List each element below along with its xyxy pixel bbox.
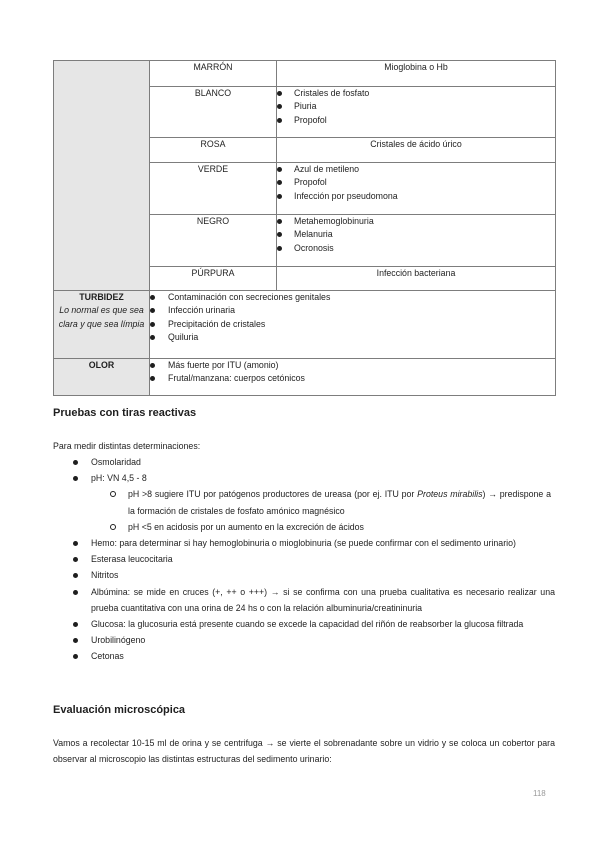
bullet-icon	[277, 219, 282, 224]
list-item: Urobilinógeno	[53, 632, 555, 648]
list-item: Quiluria	[150, 331, 555, 344]
bullet-icon	[277, 167, 282, 172]
circle-bullet-icon	[110, 524, 116, 530]
bullet-list	[150, 291, 555, 345]
bullet-list	[277, 87, 555, 127]
bullet-icon	[73, 638, 78, 643]
list-item: Infección urinaria	[150, 304, 555, 317]
paragraph: Para medir distintas determinaciones:	[53, 441, 201, 451]
bullet-icon	[277, 194, 282, 199]
color-description	[277, 163, 556, 215]
list-item: Propofol	[277, 114, 555, 127]
list-item: Contaminación con secreciones genitales	[150, 291, 555, 304]
list-item: Cetonas	[53, 648, 555, 664]
list-item: Más fuerte por ITU (amonio)	[150, 359, 555, 372]
list-item: Hemo: para determinar si hay hemoglobinuria o mioglobinuria (se puede confirmar con el sedimento urinario)	[53, 535, 555, 551]
row-title: TURBIDEZ	[79, 292, 124, 302]
list-item: Metahemoglobinuria	[277, 215, 555, 228]
page-number: 118	[533, 789, 546, 798]
bullet-icon	[150, 376, 155, 381]
bullet-icon	[150, 295, 155, 300]
list-item: Nitritos	[53, 567, 555, 583]
bullet-icon	[150, 363, 155, 368]
list-item: Albúmina: se mide en cruces (+, ++ o +++) → si se confirma con una prueba cualitativa es necesario realizar una prueba cuantitativa con una orina de 24 hs o con la relación albuminuria/creatininuria	[53, 584, 555, 616]
list-item: Glucosa: la glucosuria está presente cuando se excede la capacidad del riñón de reabsorber la glucosa filtrada	[53, 616, 555, 632]
color-label: NEGRO	[150, 215, 277, 267]
bullet-icon	[277, 91, 282, 96]
list-item: Osmolaridad	[53, 454, 555, 470]
list-item: Propofol	[277, 176, 555, 189]
row-title: OLOR	[88, 360, 115, 370]
turbidez-content	[150, 291, 556, 359]
sub-list-item: pH >8 sugiere ITU por patógenos productores de ureasa (por ej. ITU por Proteus mirabilis) → predispone a la formación de cristales de fosfato amónico magnésico	[91, 486, 555, 518]
bullet-list	[277, 215, 555, 255]
list-item: Frutal/manzana: cuerpos cetónicos	[150, 372, 555, 385]
color-label: ROSA	[150, 138, 277, 163]
bullet-icon	[73, 590, 78, 595]
turbidez-header	[54, 291, 150, 359]
color-description	[277, 215, 556, 267]
sub-list-item: pH <5 en acidosis por un aumento en la excreción de ácidos	[91, 519, 555, 535]
table-row	[54, 359, 556, 396]
color-label: PÚRPURA	[150, 267, 277, 291]
species-name: Proteus mirabilis	[417, 489, 483, 500]
list-item: Ocronosis	[277, 242, 555, 255]
bullet-icon	[277, 232, 282, 237]
bullet-icon	[73, 460, 78, 465]
urine-characteristics-table	[53, 60, 556, 396]
list-item: Precipitación de cristales	[150, 318, 555, 331]
sub-list	[91, 486, 555, 535]
list-item: Cristales de fosfato	[277, 87, 555, 100]
paragraph: Vamos a recolectar 10-15 ml de orina y se centrifuga → se vierte el sobrenadante sobre un vidrio y se coloca un cobertor para observar al microscopio las distintas estructuras del sedimento urinario:	[53, 738, 555, 765]
row-note: Lo normal es que sea clara y que sea límpia	[58, 305, 145, 329]
table-row	[54, 291, 556, 359]
list-item: Azul de metileno	[277, 163, 555, 176]
bullet-icon	[73, 476, 78, 481]
color-description	[277, 87, 556, 138]
color-description: Infección bacteriana	[277, 267, 556, 291]
color-group-cell	[54, 61, 150, 291]
olor-header	[54, 359, 150, 396]
bullet-icon	[73, 622, 78, 627]
section-heading: Pruebas con tiras reactivas	[53, 407, 197, 419]
bullet-icon	[277, 246, 282, 251]
bullet-icon	[150, 308, 155, 313]
list-item: pH: VN 4,5 - 8 pH >8 sugiere ITU por patógenos productores de ureasa (por ej. ITU por Proteus mirabilis) → predispone a la formación de cristales de fosfato amónico magnésico pH <5 en acidosis por un aumento en la excreción de ácidos	[53, 470, 555, 535]
bullet-icon	[150, 335, 155, 340]
bullet-list	[150, 359, 555, 386]
circle-bullet-icon	[110, 491, 116, 497]
bullet-icon	[150, 322, 155, 327]
color-label: VERDE	[150, 163, 277, 215]
color-label: BLANCO	[150, 87, 277, 138]
list-item: Infección por pseudomona	[277, 190, 555, 203]
color-label: MARRÓN	[150, 61, 277, 87]
bullet-icon	[277, 180, 282, 185]
section-heading: Evaluación microscópica	[53, 704, 186, 716]
olor-content	[150, 359, 556, 396]
list-item: Piuria	[277, 100, 555, 113]
bullet-icon	[73, 557, 78, 562]
table-row	[54, 61, 556, 87]
bullet-icon	[73, 541, 78, 546]
bullet-icon	[73, 654, 78, 659]
bullet-icon	[277, 118, 282, 123]
color-description: Cristales de ácido úrico	[277, 138, 556, 163]
bullet-list	[277, 163, 555, 203]
list-item: Esterasa leucocitaria	[53, 551, 555, 567]
color-description: Mioglobina o Hb	[277, 61, 556, 87]
list-item: Melanuria	[277, 228, 555, 241]
bullet-list	[53, 454, 555, 665]
bullet-icon	[277, 104, 282, 109]
bullet-icon	[73, 573, 78, 578]
